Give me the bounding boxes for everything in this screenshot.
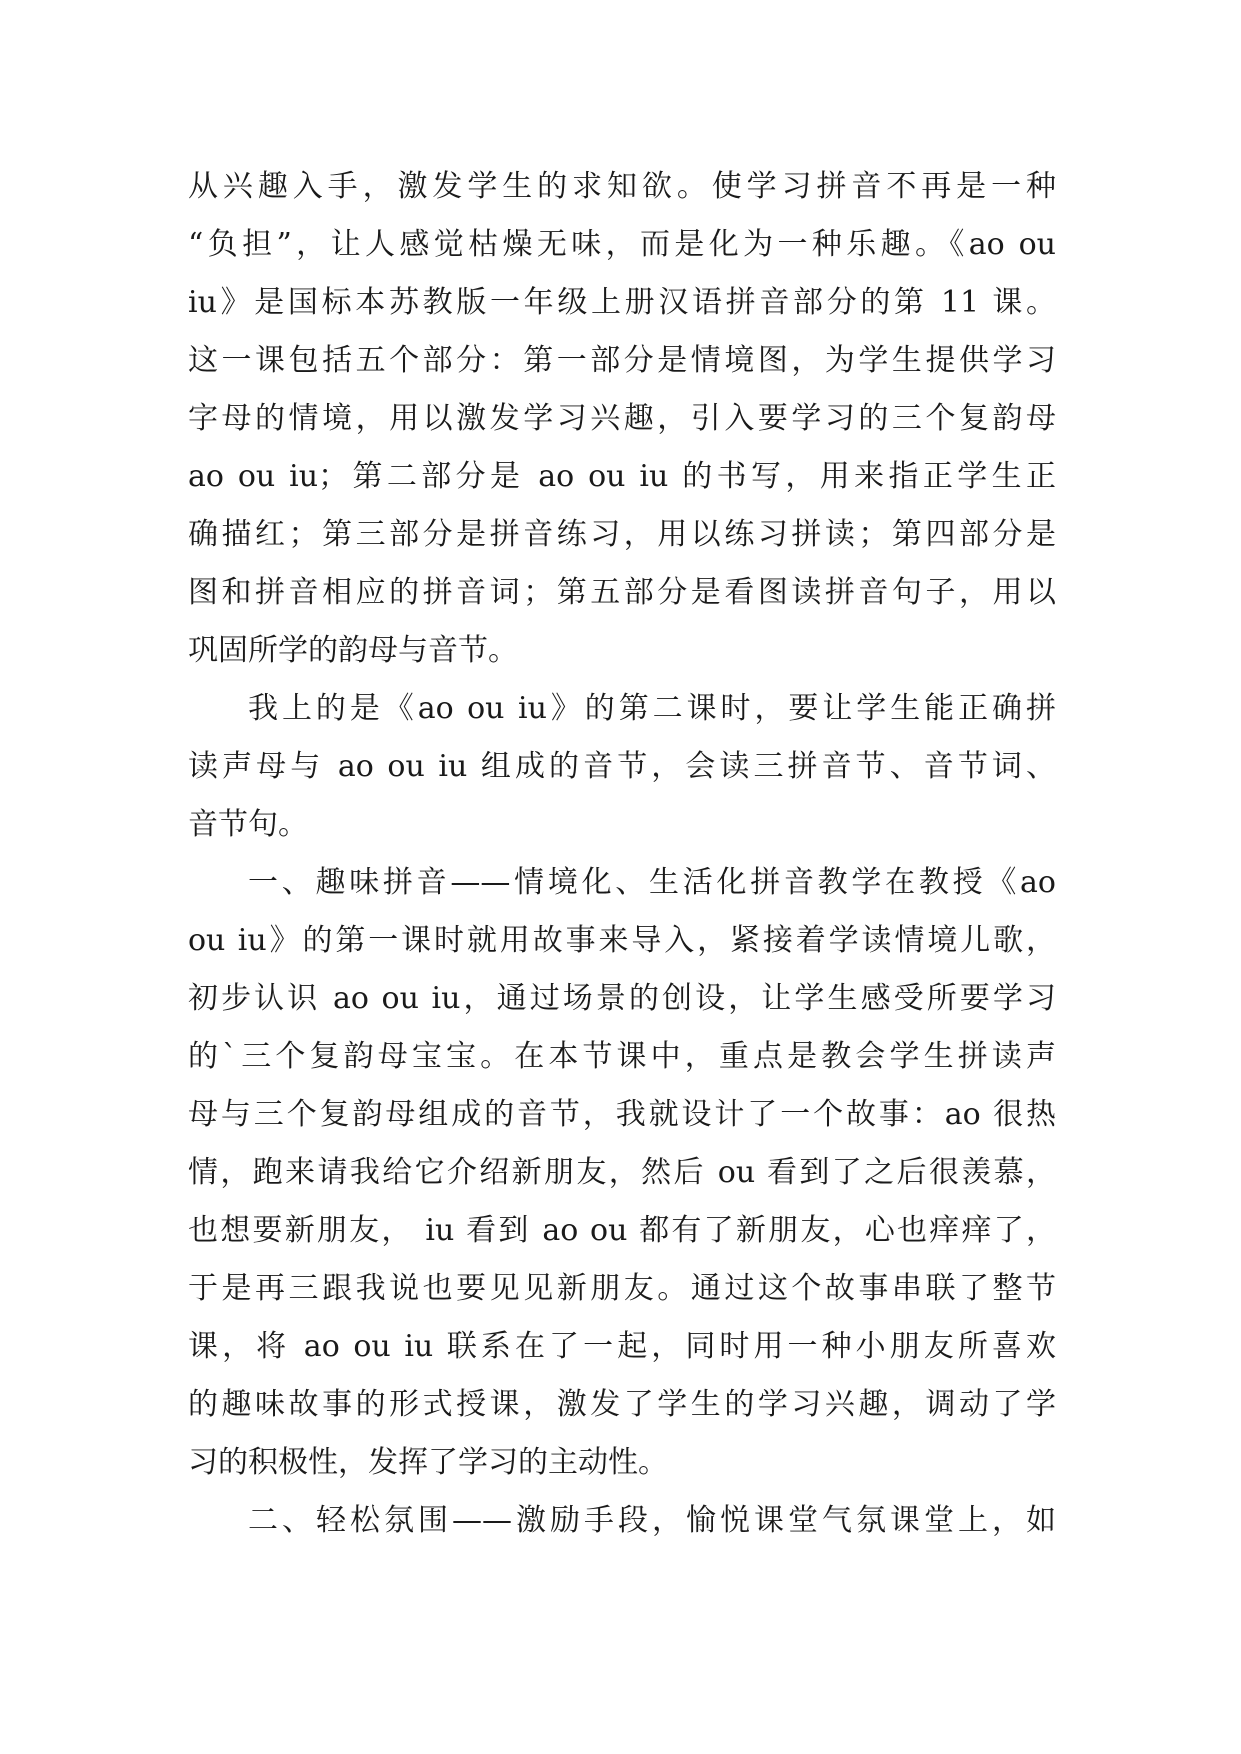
document-body bbox=[188, 158, 1056, 1550]
paragraph-1 bbox=[188, 158, 1056, 680]
text-line: ou iu》的第一课时就用故事来导入，紧接着学读情境儿歌， bbox=[188, 923, 1056, 958]
paragraph-3 bbox=[188, 854, 1056, 1492]
text-line: 母与三个复韵母组成的音节，我就设计了一个故事：ao 很热 bbox=[188, 1097, 1056, 1132]
text-line: 读声母与 ao ou iu 组成的音节，会读三拼音节、音节词、 bbox=[188, 749, 1056, 784]
text-line: 这一课包括五个部分：第一部分是情境图，为学生提供学习 bbox=[188, 343, 1056, 378]
text-line: 情，跑来请我给它介绍新朋友，然后 ou 看到了之后很羡慕， bbox=[188, 1155, 1056, 1190]
text-line: iu》是国标本苏教版一年级上册汉语拼音部分的第 11 课。 bbox=[188, 285, 1056, 320]
text-line: “负担”，让人感觉枯燥无味，而是化为一种乐趣。《ao ou bbox=[188, 227, 1056, 262]
text-line: 字母的情境，用以激发学习兴趣，引入要学习的三个复韵母 bbox=[188, 401, 1056, 436]
text-line: 的趣味故事的形式授课，激发了学生的学习兴趣，调动了学 bbox=[188, 1387, 1056, 1422]
text-line: 习的积极性，发挥了学习的主动性。 bbox=[188, 1445, 668, 1480]
text-line: 课，将 ao ou iu 联系在了一起，同时用一种小朋友所喜欢 bbox=[188, 1329, 1056, 1364]
text-line: 的`三个复韵母宝宝。在本节课中，重点是教会学生拼读声 bbox=[188, 1039, 1056, 1074]
text-line: 我上的是《ao ou iu》的第二课时，要让学生能正确拼 bbox=[248, 691, 1056, 726]
text-line: ao ou iu；第二部分是 ao ou iu 的书写，用来指正学生正 bbox=[188, 459, 1056, 494]
text-line: 也想要新朋友， iu 看到 ao ou 都有了新朋友，心也痒痒了， bbox=[188, 1213, 1056, 1248]
text-line: 初步认识 ao ou iu，通过场景的创设，让学生感受所要学习 bbox=[188, 981, 1056, 1016]
text-line: 于是再三跟我说也要见见新朋友。通过这个故事串联了整节 bbox=[188, 1271, 1056, 1306]
text-line: 确描红；第三部分是拼音练习，用以练习拼读；第四部分是 bbox=[188, 517, 1056, 552]
text-line: 从兴趣入手，激发学生的求知欲。使学习拼音不再是一种 bbox=[188, 169, 1056, 204]
text-line: 图和拼音相应的拼音词；第五部分是看图读拼音句子，用以 bbox=[188, 575, 1056, 610]
text-line: 音节句。 bbox=[188, 807, 308, 842]
text-line: 二、轻松氛围——激励手段，愉悦课堂气氛课堂上，如 bbox=[248, 1503, 1056, 1538]
text-line: 一、趣味拼音——情境化、生活化拼音教学在教授《ao bbox=[248, 865, 1056, 900]
paragraph-2 bbox=[188, 680, 1056, 854]
text-line: 巩固所学的韵母与音节。 bbox=[188, 633, 518, 668]
paragraph-4 bbox=[188, 1492, 1056, 1550]
